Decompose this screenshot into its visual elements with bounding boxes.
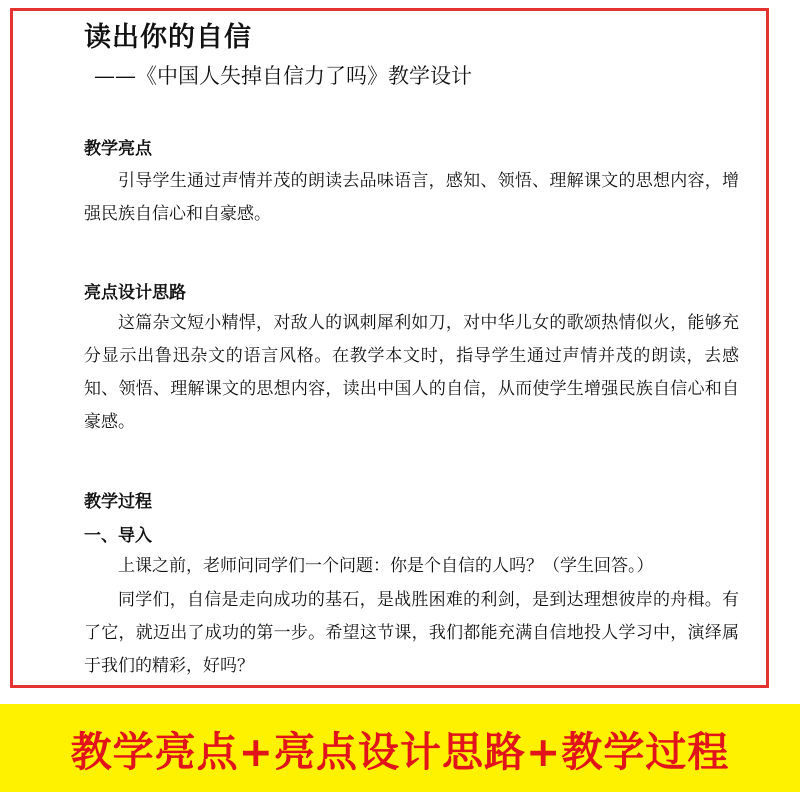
section-paragraph-highlights: 引导学生通过声情并茂的朗读去品味语言，感知、领悟、理解课文的思想内容，增强民族自信心和自豪感。 [84,171,739,224]
section-subheading-intro: 一、导入 [84,526,152,546]
section-paragraph-design-idea: 这篇杂文短小精悍，对敌人的讽刺犀利如刀，对中华儿女的歌颂热情似火，能够充分显示出鲁迅杂文的语言风格。在教学本文时，指导学生通过声情并茂的朗读，去感知、领悟、理解课文的思想内容，读出中国人的自信，从而使学生增强民族自信心和自豪感。 [84,313,739,432]
promo-banner-text: 教学亮点+亮点设计思路+教学过程 [70,727,730,776]
page-title: 读出你的自信 [84,22,252,53]
section-heading-process: 教学过程 [84,492,152,512]
section-paragraph-intro-question: 上课之前，老师问同学们一个问题：你是个自信的人吗？（学生回答。） [118,556,654,576]
section-paragraph-intro-speech: 同学们，自信是走向成功的基石，是战胜困难的利剑，是到达理想彼岸的舟楫。有了它，就迈出了成功的第一步。希望这节课，我们都能充满自信地投人学习中，演绎属于我们的精彩，好吗？ [84,590,739,676]
section-heading-design-idea: 亮点设计思路 [84,283,186,303]
promo-banner [0,704,800,792]
section-heading-highlights: 教学亮点 [84,139,152,159]
page-subtitle: ——《中国人失掉自信力了吗》教学设计 [94,64,472,88]
bottom-strip [0,792,800,800]
